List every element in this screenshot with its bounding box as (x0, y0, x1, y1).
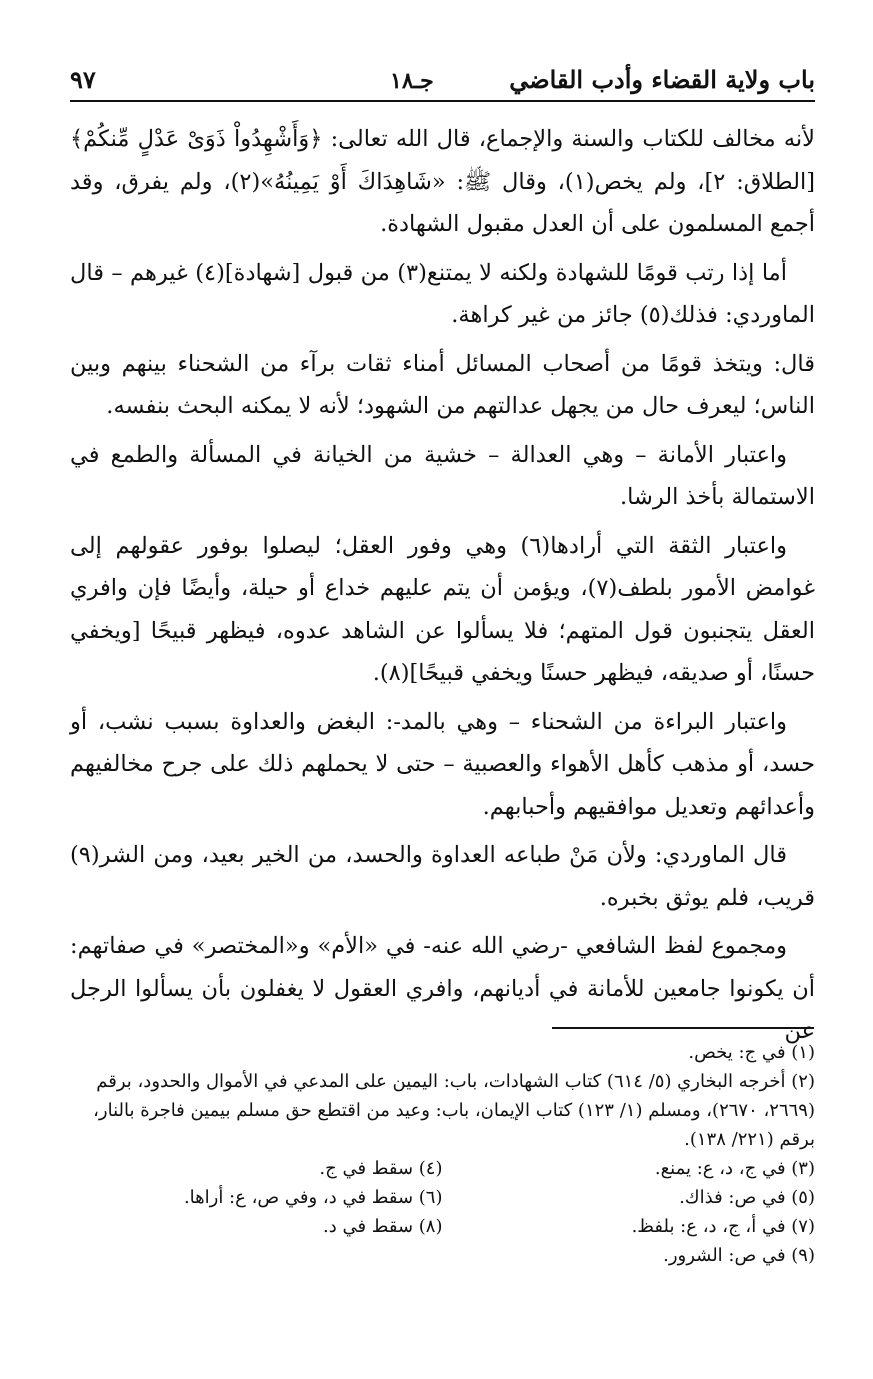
volume-label: جـ١٨ (390, 68, 434, 94)
paragraph: قال: ويتخذ قومًا من أصحاب المسائل أمناء ثقات برآء من الشحناء بينهم وبين الناس؛ ليعرف حال من يجهل عدالتهم من الشهود؛ لأنه لا يمكنه البحث بنفسه. (70, 350, 815, 419)
paragraph: واعتبار البراءة من الشحناء – وهي بالمد-: البغض والعداوة بسبب نشب، أو حسد، أو مذهب كأهل الأهواء والعصبية – حتى لا يحملهم ذلك على جرح مخالفيهم وأعدائهم وتعديل موافقيهم وأحبابهم. (70, 708, 815, 820)
footnote-column-left (70, 1154, 443, 1270)
page-number: ٩٧ (70, 65, 96, 94)
paragraph: واعتبار الأمانة – وهي العدالة – خشية من الخيانة في المسألة والطمع في الاستمالة بأخذ الرشا. (70, 441, 815, 510)
chapter-title: باب ولاية القضاء وأدب القاضي (509, 65, 815, 94)
paragraph: قال الماوردي: ولأن مَنْ طباعه العداوة والحسد، من الخير بعيد، ومن الشر(٩) قريب، فلم يوثق بخبره. (70, 842, 815, 911)
footnote: (٧) في أ، ج، د، ع: بلفظ. (631, 1216, 815, 1237)
paragraph: أما إذا رتب قومًا للشهادة ولكنه لا يمتنع(٣) من قبول [شهادة](٤) غيرهم – قال الماوردي: فذلك(٥) جائز من غير كراهة. (70, 259, 815, 328)
paragraph: ومجموع لفظ الشافعي -رضي الله عنه- في «الأم» و«المختصر» في صفاتهم: أن يكونوا جامعين للأمانة في أديانهم، وافري العقول لا يغفلون بأن يسألوا الرجل عن (70, 933, 815, 1044)
paragraph: لأنه مخالف للكتاب والسنة والإجماع، قال الله تعالى: ﴿وَأَشْهِدُواْ ذَوَىْ عَدْلٍ مِّنكُمْ﴾ [الطلاق: ٢]، ولم يخص(١)، وقال ﷺ: «شَاهِدَاكَ أَوْ يَمِينُهُ»(٢)، ولم يفرق، وقد أجمع المسلمون على أن العدل مقبول الشهادة. (70, 126, 816, 237)
footnote: (١) في ج: يخص. (688, 1042, 815, 1063)
footnote: (٣) في ج، د، ع: يمنع. (654, 1158, 815, 1179)
main-text (70, 118, 815, 1059)
footnote-column-right (443, 1154, 816, 1270)
footnote: (٤) سقط في ج. (319, 1158, 443, 1179)
footnote: (٩) في ص: الشرور. (663, 1245, 815, 1266)
running-header (70, 58, 815, 102)
footnotes (70, 1038, 815, 1270)
footnote: (٢) أخرجه البخاري (٥/ ٦١٤) كتاب الشهادات، باب: اليمين على المدعي في الأموال والحدود، برقم (٢٦٦٩، ٢٦٧٠)، ومسلم (١/ ١٢٣) كتاب الإيمان، باب: وعيد من اقتطع حق مسلم بيمين فاجرة بالنار، برقم (٢٢١/ ١٣٨). (93, 1071, 815, 1150)
paragraph: واعتبار الثقة التي أرادها(٦) وهي وفور العقل؛ ليصلوا بوفور عقولهم إلى غوامض الأمور بلطف(٧)، ويؤمن أن يتم عليهم خداع أو حيلة، وأيضًا فإن وافري العقل يتجنبون قول المتهم؛ فلا يسألوا عن الشاهد عدوه، فيظهر قبيحًا [ويخفي حسنًا، أو صديقه، فيظهر حسنًا ويخفي قبيحًا](٨). (70, 532, 815, 686)
footnote-separator (552, 1027, 814, 1029)
footnote: (٨) سقط في د. (322, 1216, 443, 1237)
footnote: (٥) في ص: فذاك. (679, 1187, 815, 1208)
footnote-columns (70, 1154, 815, 1270)
footnote: (٦) سقط في د، وفي ص، ع: أراها. (183, 1187, 443, 1208)
